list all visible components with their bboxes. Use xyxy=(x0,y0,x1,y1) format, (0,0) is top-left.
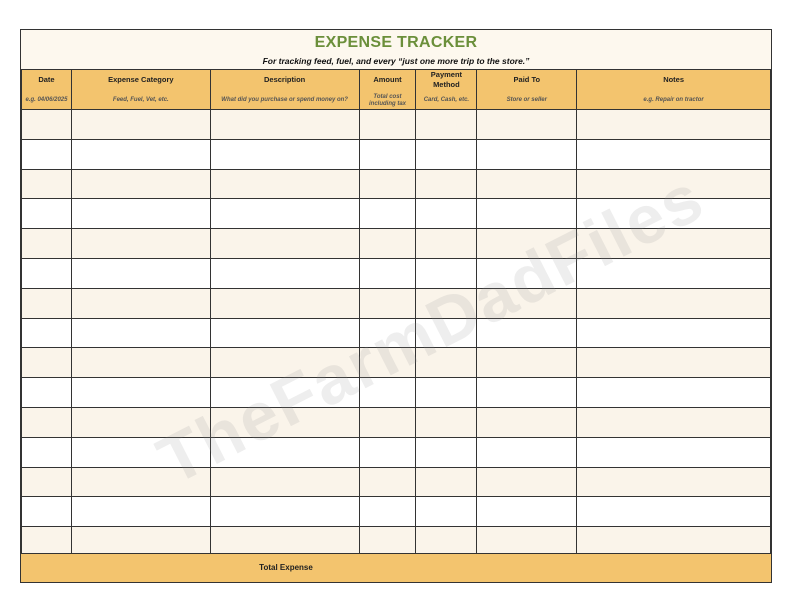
table-row xyxy=(22,318,771,348)
paid-to-cell[interactable] xyxy=(477,199,577,229)
column-header-paid-to xyxy=(477,70,577,110)
description-cell[interactable] xyxy=(210,467,359,497)
notes-cell[interactable] xyxy=(577,258,771,288)
notes-cell[interactable] xyxy=(577,199,771,229)
table-row xyxy=(22,169,771,199)
notes-cell[interactable] xyxy=(577,139,771,169)
column-label: Date xyxy=(38,75,55,84)
payment-method-cell[interactable] xyxy=(416,199,477,229)
description-cell[interactable] xyxy=(210,318,359,348)
paid-to-cell[interactable] xyxy=(477,527,577,557)
table-row xyxy=(22,199,771,229)
amount-cell[interactable] xyxy=(359,437,416,467)
payment-method-cell[interactable] xyxy=(416,258,477,288)
description-cell[interactable] xyxy=(210,497,359,527)
category-cell[interactable] xyxy=(71,407,210,437)
paid-to-cell[interactable] xyxy=(477,288,577,318)
title-block xyxy=(21,30,771,69)
column-hint: What did you purchase or spend money on? xyxy=(221,97,348,103)
paid-to-cell[interactable] xyxy=(477,258,577,288)
table-row xyxy=(22,110,771,140)
notes-cell[interactable] xyxy=(577,288,771,318)
payment-method-cell[interactable] xyxy=(416,527,477,557)
description-cell[interactable] xyxy=(210,348,359,378)
paid-to-cell[interactable] xyxy=(477,407,577,437)
payment-method-cell[interactable] xyxy=(416,437,477,467)
category-cell[interactable] xyxy=(71,199,210,229)
expense-tracker-sheet xyxy=(20,29,772,583)
column-label: Paid To xyxy=(513,75,541,84)
column-label: Description xyxy=(264,75,306,84)
table-row xyxy=(22,437,771,467)
page-title: EXPENSE TRACKER xyxy=(314,34,478,51)
date-cell[interactable] xyxy=(22,110,72,140)
description-cell[interactable] xyxy=(210,378,359,408)
table-row xyxy=(22,527,771,557)
notes-cell[interactable] xyxy=(577,318,771,348)
notes-cell[interactable] xyxy=(577,467,771,497)
date-cell[interactable] xyxy=(22,199,72,229)
page-subtitle: For tracking feed, fuel, and every “just one more trip to the store.” xyxy=(262,56,530,66)
description-cell[interactable] xyxy=(210,199,359,229)
payment-method-cell[interactable] xyxy=(416,467,477,497)
category-cell[interactable] xyxy=(71,437,210,467)
amount-cell[interactable] xyxy=(359,378,416,408)
amount-cell[interactable] xyxy=(359,169,416,199)
paid-to-cell[interactable] xyxy=(477,229,577,259)
payment-method-cell[interactable] xyxy=(416,348,477,378)
date-cell[interactable] xyxy=(22,258,72,288)
payment-method-cell[interactable] xyxy=(416,378,477,408)
paid-to-cell[interactable] xyxy=(477,139,577,169)
date-cell[interactable] xyxy=(22,437,72,467)
table-row xyxy=(22,229,771,259)
amount-cell[interactable] xyxy=(359,318,416,348)
notes-cell[interactable] xyxy=(577,348,771,378)
paid-to-cell[interactable] xyxy=(477,467,577,497)
paid-to-cell[interactable] xyxy=(477,348,577,378)
table-row xyxy=(22,288,771,318)
table-row xyxy=(22,258,771,288)
category-cell[interactable] xyxy=(71,348,210,378)
amount-cell[interactable] xyxy=(359,110,416,140)
table-row xyxy=(22,467,771,497)
notes-cell[interactable] xyxy=(577,527,771,557)
date-cell[interactable] xyxy=(22,348,72,378)
category-cell[interactable] xyxy=(71,139,210,169)
date-cell[interactable] xyxy=(22,467,72,497)
category-cell[interactable] xyxy=(71,318,210,348)
column-header-notes xyxy=(577,70,771,110)
column-hint: Total cost including tax xyxy=(368,94,406,107)
category-cell[interactable] xyxy=(71,467,210,497)
description-cell[interactable] xyxy=(210,139,359,169)
payment-method-cell[interactable] xyxy=(416,169,477,199)
date-cell[interactable] xyxy=(22,378,72,408)
description-cell[interactable] xyxy=(210,527,359,557)
date-cell[interactable] xyxy=(22,229,72,259)
column-hint: e.g. Repair on tractor xyxy=(643,97,704,103)
notes-cell[interactable] xyxy=(577,378,771,408)
description-cell[interactable] xyxy=(210,288,359,318)
payment-method-cell[interactable] xyxy=(416,139,477,169)
notes-cell[interactable] xyxy=(577,437,771,467)
amount-cell[interactable] xyxy=(359,527,416,557)
column-hint: e.g. 04/06/2025 xyxy=(25,97,68,103)
payment-method-cell[interactable] xyxy=(416,288,477,318)
column-label: Amount xyxy=(373,75,402,84)
total-expense-row xyxy=(21,553,771,582)
description-cell[interactable] xyxy=(210,110,359,140)
date-cell[interactable] xyxy=(22,527,72,557)
total-expense-label: Total Expense xyxy=(259,563,313,572)
date-cell[interactable] xyxy=(22,497,72,527)
amount-cell[interactable] xyxy=(359,467,416,497)
amount-cell[interactable] xyxy=(359,407,416,437)
table-row xyxy=(22,348,771,378)
notes-cell[interactable] xyxy=(577,169,771,199)
expense-table xyxy=(21,69,771,557)
table-row xyxy=(22,139,771,169)
paid-to-cell[interactable] xyxy=(477,169,577,199)
amount-cell[interactable] xyxy=(359,139,416,169)
column-hint: Card, Cash, etc. xyxy=(423,97,470,103)
column-header-expense-category xyxy=(71,70,210,110)
notes-cell[interactable] xyxy=(577,229,771,259)
column-hint: Store or seller xyxy=(506,97,547,103)
payment-method-cell[interactable] xyxy=(416,407,477,437)
paid-to-cell[interactable] xyxy=(477,378,577,408)
paid-to-cell[interactable] xyxy=(477,437,577,467)
amount-cell[interactable] xyxy=(359,497,416,527)
column-label: Payment Method xyxy=(430,70,463,89)
amount-cell[interactable] xyxy=(359,288,416,318)
date-cell[interactable] xyxy=(22,139,72,169)
category-cell[interactable] xyxy=(71,110,210,140)
description-cell[interactable] xyxy=(210,229,359,259)
column-label: Expense Category xyxy=(108,75,174,84)
column-header-description xyxy=(210,70,359,110)
paid-to-cell[interactable] xyxy=(477,318,577,348)
notes-cell[interactable] xyxy=(577,497,771,527)
description-cell[interactable] xyxy=(210,437,359,467)
payment-method-cell[interactable] xyxy=(416,229,477,259)
amount-cell[interactable] xyxy=(359,229,416,259)
paid-to-cell[interactable] xyxy=(477,110,577,140)
column-hint: Feed, Fuel, Vet, etc. xyxy=(112,97,169,103)
description-cell[interactable] xyxy=(210,407,359,437)
category-cell[interactable] xyxy=(71,229,210,259)
column-label: Notes xyxy=(663,75,685,84)
amount-cell[interactable] xyxy=(359,258,416,288)
category-cell[interactable] xyxy=(71,169,210,199)
payment-method-cell[interactable] xyxy=(416,497,477,527)
column-header-amount xyxy=(359,70,416,110)
category-cell[interactable] xyxy=(71,258,210,288)
column-header-date xyxy=(22,70,72,110)
table-row xyxy=(22,497,771,527)
header-row xyxy=(22,70,771,110)
table-row xyxy=(22,378,771,408)
paid-to-cell[interactable] xyxy=(477,497,577,527)
date-cell[interactable] xyxy=(22,288,72,318)
column-header-payment-method xyxy=(416,70,477,110)
date-cell[interactable] xyxy=(22,169,72,199)
category-cell[interactable] xyxy=(71,288,210,318)
category-cell[interactable] xyxy=(71,378,210,408)
description-cell[interactable] xyxy=(210,258,359,288)
payment-method-cell[interactable] xyxy=(416,110,477,140)
expense-rows xyxy=(22,110,771,557)
date-cell[interactable] xyxy=(22,318,72,348)
table-row xyxy=(22,407,771,437)
payment-method-cell[interactable] xyxy=(416,318,477,348)
description-cell[interactable] xyxy=(210,169,359,199)
notes-cell[interactable] xyxy=(577,407,771,437)
category-cell[interactable] xyxy=(71,527,210,557)
date-cell[interactable] xyxy=(22,407,72,437)
amount-cell[interactable] xyxy=(359,348,416,378)
amount-cell[interactable] xyxy=(359,199,416,229)
category-cell[interactable] xyxy=(71,497,210,527)
notes-cell[interactable] xyxy=(577,110,771,140)
